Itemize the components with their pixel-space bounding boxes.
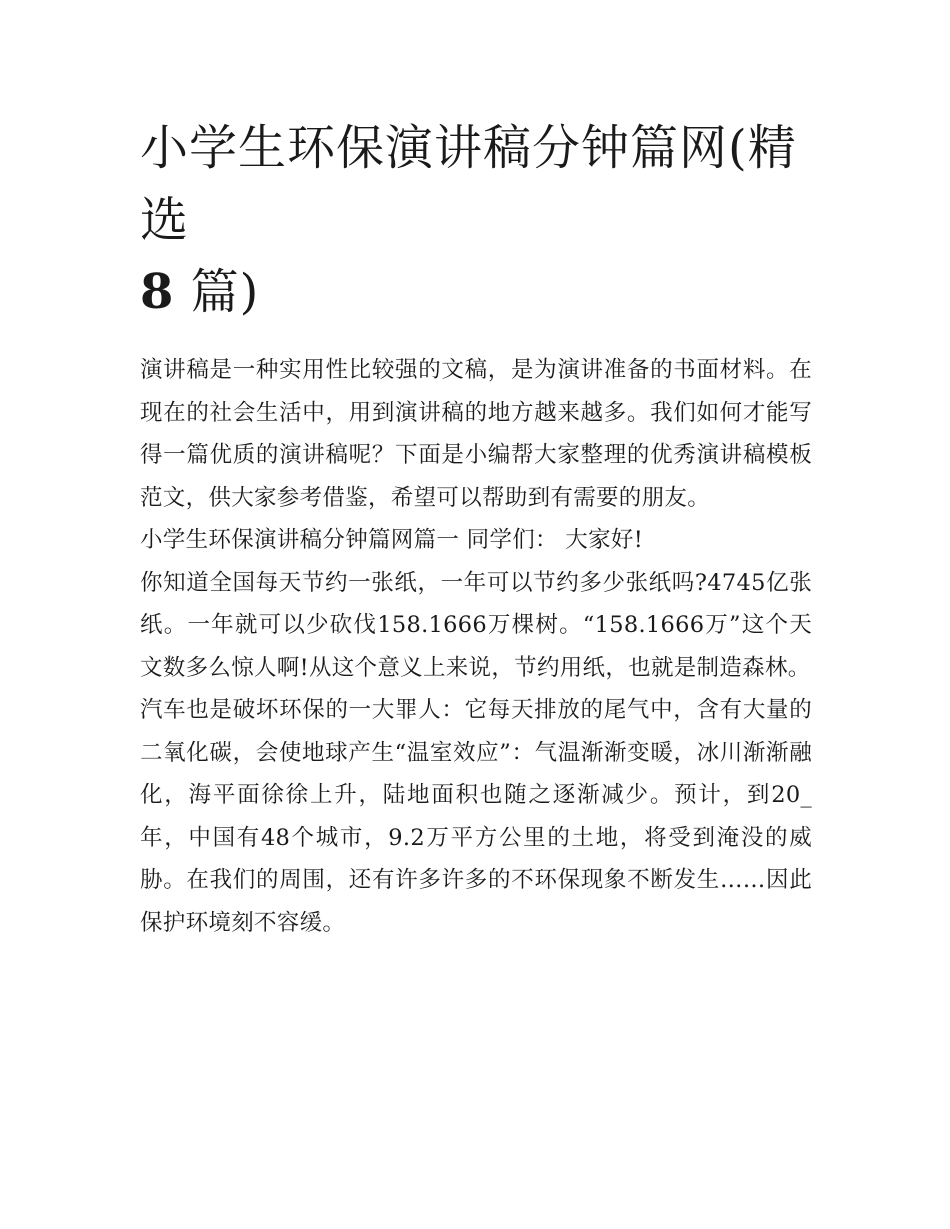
greeting-paragraph: 小学生环保演讲稿分钟篇网篇一 同学们： 大家好! xyxy=(140,527,644,553)
paper-saving-paragraph: 你知道全国每天节约一张纸，一年可以节约多少张纸吗?4745亿张纸。一年就可以少砍伐158.1666万棵树。“158.1666万”这个天文数多么惊人啊!从这个意义上来说，节约用纸，也就是制造森林。 xyxy=(140,569,812,681)
document-page xyxy=(140,112,812,944)
title-number: 8 xyxy=(140,264,175,320)
intro-paragraph: 演讲稿是一种实用性比较强的文稿，是为演讲准备的书面材料。在现在的社会生活中，用到演讲稿的地方越来越多。我们如何才能写得一篇优质的演讲稿呢？下面是小编帮大家整理的优秀演讲稿模板范文，供大家参考借鉴，希望可以帮助到有需要的朋友。 xyxy=(140,357,812,511)
document-title xyxy=(140,112,812,328)
title-tail: 篇) xyxy=(190,264,260,320)
title-text: 小学生环保演讲稿分钟篇网(精选 xyxy=(140,120,797,248)
car-pollution-paragraph: 汽车也是破坏环保的一大罪人：它每天排放的尾气中，含有大量的二氧化碳，会使地球产生“温室效应”：气温渐渐变暖，冰川渐渐融化，海平面徐徐上升，陆地面积也随之逐渐减少。预计，到20_年，中国有48个城市，9.2万平方公里的土地，将受到淹没的威胁。在我们的周围，还有许多许多的不环保现象不断发生……因此保护环境刻不容缓。 xyxy=(140,697,812,936)
